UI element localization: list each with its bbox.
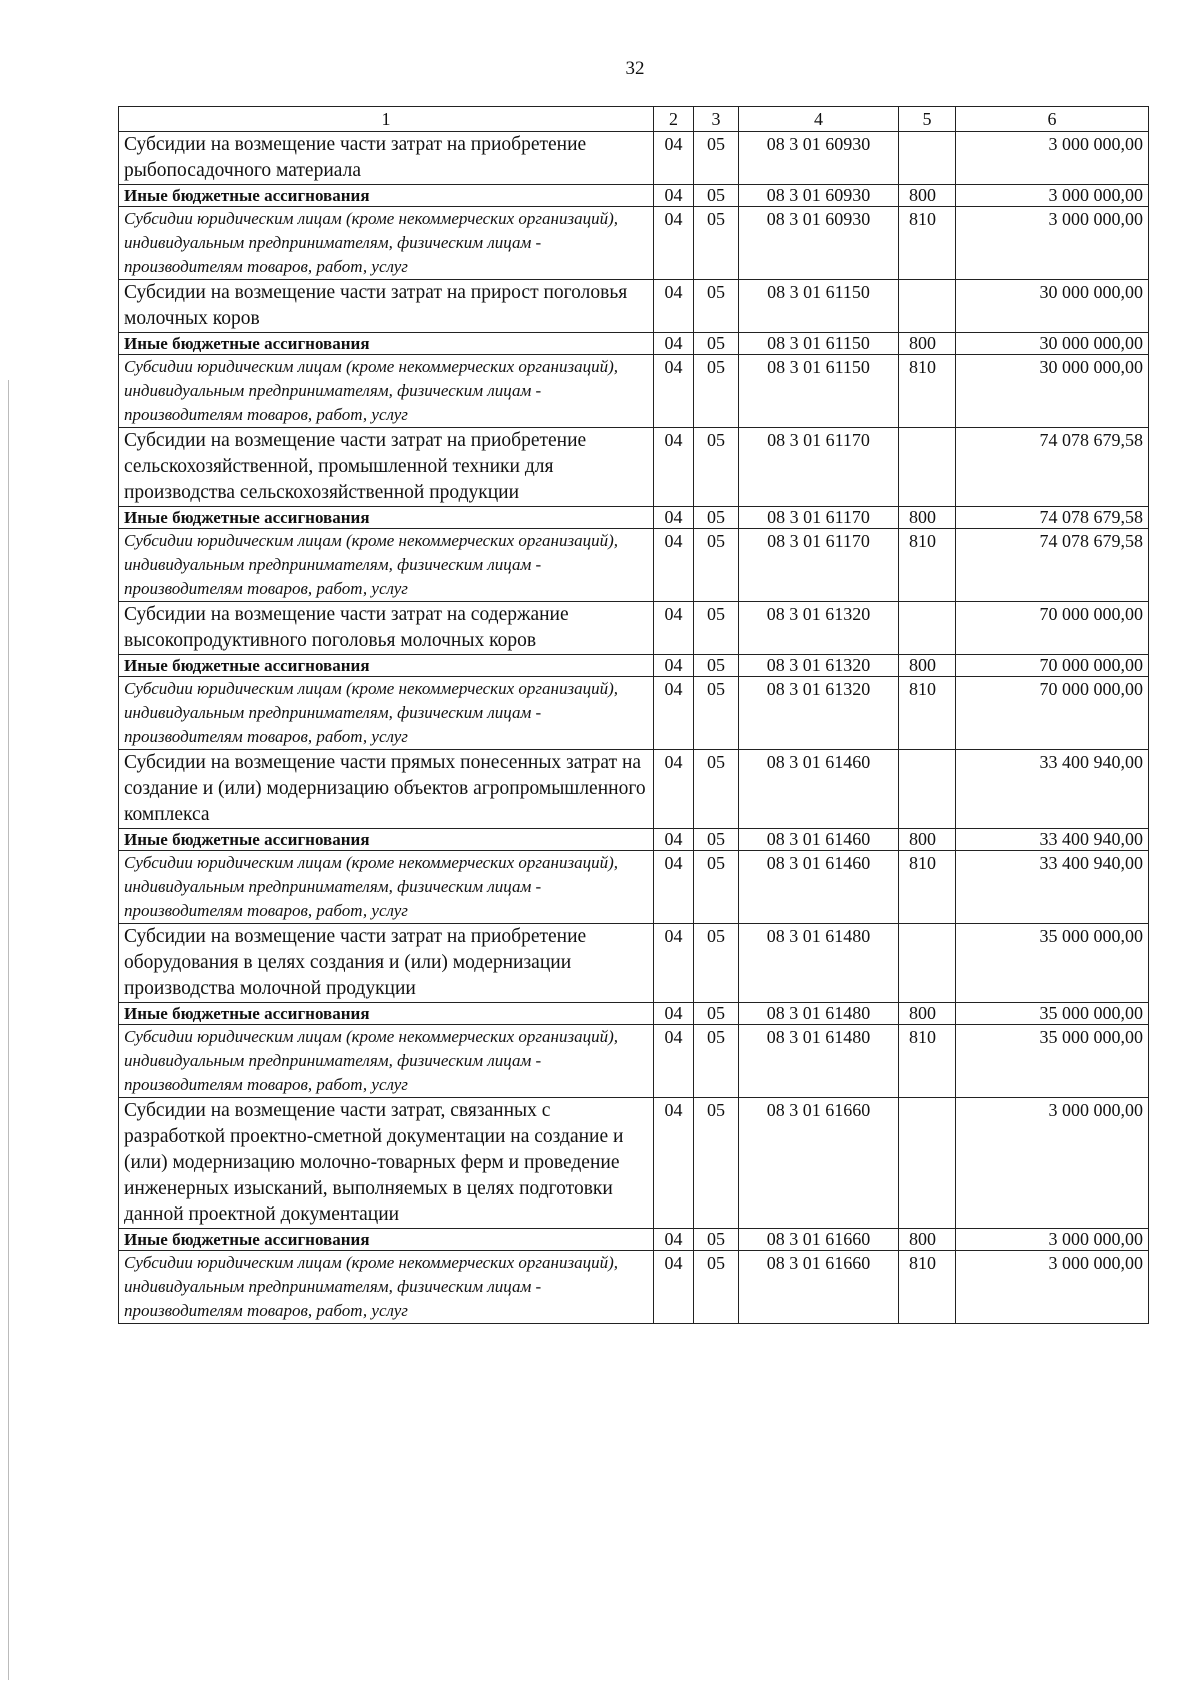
table-row [119,132,1149,185]
row-target-article-cell: 08 3 01 61170 [739,428,899,507]
row-name-cell: Субсидии юридическим лицам (кроме некоммерческих организаций), индивидуальным предпринимателям, физическим лицам - производителям товаров, работ, услуг [119,677,654,750]
table-row [119,829,1149,851]
row-expense-type-cell: 810 [899,355,956,428]
row-name-cell: Субсидии юридическим лицам (кроме некоммерческих организаций), индивидуальным предпринимателям, физическим лицам - производителям товаров, работ, услуг [119,355,654,428]
row-name-cell: Иные бюджетные ассигнования [119,655,654,677]
row-target-article-cell: 08 3 01 61170 [739,507,899,529]
row-section-cell: 04 [654,1229,694,1251]
row-target-article-cell: 08 3 01 61150 [739,333,899,355]
row-expense-type-cell [899,750,956,829]
row-target-article-cell: 08 3 01 61150 [739,280,899,333]
row-amount-cell: 70 000 000,00 [956,677,1149,750]
row-name-cell: Субсидии на возмещение части затрат на прирост поголовья молочных коров [119,280,654,333]
row-target-article-cell: 08 3 01 60930 [739,207,899,280]
row-subsection-cell: 05 [694,132,739,185]
row-name-cell: Субсидии юридическим лицам (кроме некоммерческих организаций), индивидуальным предпринимателям, физическим лицам - производителям товаров, работ, услуг [119,1251,654,1324]
row-section-cell: 04 [654,1003,694,1025]
row-expense-type-cell: 810 [899,1251,956,1324]
row-subsection-cell: 05 [694,333,739,355]
row-section-cell: 04 [654,829,694,851]
row-expense-type-cell [899,280,956,333]
row-section-cell: 04 [654,750,694,829]
table-row [119,507,1149,529]
row-section-cell: 04 [654,280,694,333]
page-number: 32 [625,58,645,79]
row-amount-cell: 30 000 000,00 [956,333,1149,355]
row-section-cell: 04 [654,355,694,428]
table-row [119,280,1149,333]
row-target-article-cell: 08 3 01 61480 [739,1025,899,1098]
row-amount-cell: 35 000 000,00 [956,1025,1149,1098]
row-target-article-cell: 08 3 01 60930 [739,132,899,185]
row-section-cell: 04 [654,851,694,924]
row-name-cell: Субсидии на возмещение части прямых понесенных затрат на создание и (или) модернизацию объектов агропромышленного комплекса [119,750,654,829]
row-amount-cell: 33 400 940,00 [956,851,1149,924]
row-section-cell: 04 [654,185,694,207]
table-row [119,655,1149,677]
row-name-cell: Субсидии юридическим лицам (кроме некоммерческих организаций), индивидуальным предпринимателям, физическим лицам - производителям товаров, работ, услуг [119,207,654,280]
row-subsection-cell: 05 [694,428,739,507]
row-expense-type-cell: 800 [899,1229,956,1251]
row-section-cell: 04 [654,132,694,185]
row-section-cell: 04 [654,655,694,677]
row-amount-cell: 70 000 000,00 [956,602,1149,655]
row-target-article-cell: 08 3 01 61320 [739,677,899,750]
row-target-article-cell: 08 3 01 60930 [739,185,899,207]
row-expense-type-cell: 800 [899,829,956,851]
row-subsection-cell: 05 [694,280,739,333]
row-subsection-cell: 05 [694,1229,739,1251]
table-row [119,1025,1149,1098]
budget-table [118,106,1149,1324]
row-name-cell: Субсидии на возмещение части затрат на приобретение сельскохозяйственной, промышленной техники для производства сельскохозяйственной продукции [119,428,654,507]
row-amount-cell: 33 400 940,00 [956,750,1149,829]
row-amount-cell: 74 078 679,58 [956,507,1149,529]
row-name-cell: Иные бюджетные ассигнования [119,1003,654,1025]
table-row [119,1098,1149,1229]
row-section-cell: 04 [654,602,694,655]
table-row [119,185,1149,207]
row-name-cell: Субсидии на возмещение части затрат на приобретение рыбопосадочного материала [119,132,654,185]
row-subsection-cell: 05 [694,851,739,924]
row-subsection-cell: 05 [694,750,739,829]
row-target-article-cell: 08 3 01 61320 [739,655,899,677]
row-name-cell: Субсидии на возмещение части затрат, связанных с разработкой проектно-сметной документации на создание и (или) модернизацию молочно-товарных ферм и проведение инженерных изысканий, выполняемых в целях подготовки данной проектной документации [119,1098,654,1229]
row-subsection-cell: 05 [694,185,739,207]
row-name-cell: Субсидии на возмещение части затрат на содержание высокопродуктивного поголовья молочных коров [119,602,654,655]
row-name-cell: Иные бюджетные ассигнования [119,185,654,207]
row-subsection-cell: 05 [694,677,739,750]
row-subsection-cell: 05 [694,655,739,677]
row-amount-cell: 3 000 000,00 [956,1229,1149,1251]
table-row [119,1251,1149,1324]
row-amount-cell: 74 078 679,58 [956,428,1149,507]
row-name-cell: Субсидии на возмещение части затрат на приобретение оборудования в целях создания и (или) модернизации производства молочной продукции [119,924,654,1003]
row-subsection-cell: 05 [694,529,739,602]
row-amount-cell: 3 000 000,00 [956,1098,1149,1229]
table-row [119,602,1149,655]
row-name-cell: Иные бюджетные ассигнования [119,829,654,851]
table-row [119,750,1149,829]
table-row [119,677,1149,750]
row-name-cell: Субсидии юридическим лицам (кроме некоммерческих организаций), индивидуальным предпринимателям, физическим лицам - производителям товаров, работ, услуг [119,529,654,602]
row-expense-type-cell: 800 [899,185,956,207]
header-cell-1: 1 [119,107,654,132]
header-cell-2: 2 [654,107,694,132]
row-expense-type-cell: 810 [899,529,956,602]
row-expense-type-cell: 810 [899,677,956,750]
table-row [119,1003,1149,1025]
row-expense-type-cell: 800 [899,655,956,677]
row-amount-cell: 35 000 000,00 [956,1003,1149,1025]
row-name-cell: Субсидии юридическим лицам (кроме некоммерческих организаций), индивидуальным предпринимателям, физическим лицам - производителям товаров, работ, услуг [119,1025,654,1098]
row-expense-type-cell [899,132,956,185]
table-row [119,924,1149,1003]
row-section-cell: 04 [654,1025,694,1098]
row-amount-cell: 3 000 000,00 [956,132,1149,185]
row-subsection-cell: 05 [694,1251,739,1324]
row-section-cell: 04 [654,207,694,280]
row-amount-cell: 33 400 940,00 [956,829,1149,851]
table-row [119,207,1149,280]
row-expense-type-cell [899,1098,956,1229]
row-expense-type-cell [899,924,956,1003]
row-subsection-cell: 05 [694,829,739,851]
row-target-article-cell: 08 3 01 61660 [739,1251,899,1324]
row-section-cell: 04 [654,677,694,750]
row-section-cell: 04 [654,507,694,529]
row-amount-cell: 30 000 000,00 [956,280,1149,333]
row-expense-type-cell: 800 [899,333,956,355]
row-section-cell: 04 [654,1251,694,1324]
scan-edge-line [8,380,9,1680]
row-amount-cell: 35 000 000,00 [956,924,1149,1003]
row-subsection-cell: 05 [694,207,739,280]
row-target-article-cell: 08 3 01 61660 [739,1098,899,1229]
row-name-cell: Иные бюджетные ассигнования [119,1229,654,1251]
row-subsection-cell: 05 [694,602,739,655]
row-target-article-cell: 08 3 01 61170 [739,529,899,602]
row-expense-type-cell: 800 [899,1003,956,1025]
table-row [119,428,1149,507]
row-amount-cell: 30 000 000,00 [956,355,1149,428]
row-amount-cell: 3 000 000,00 [956,185,1149,207]
row-section-cell: 04 [654,333,694,355]
row-expense-type-cell: 810 [899,851,956,924]
row-expense-type-cell: 800 [899,507,956,529]
row-name-cell: Иные бюджетные ассигнования [119,333,654,355]
header-cell-4: 4 [739,107,899,132]
budget-table-body [119,107,1149,1324]
row-target-article-cell: 08 3 01 61460 [739,829,899,851]
table-row [119,355,1149,428]
row-amount-cell: 70 000 000,00 [956,655,1149,677]
header-cell-3: 3 [694,107,739,132]
row-subsection-cell: 05 [694,1098,739,1229]
row-section-cell: 04 [654,529,694,602]
row-subsection-cell: 05 [694,1025,739,1098]
row-name-cell: Субсидии юридическим лицам (кроме некоммерческих организаций), индивидуальным предпринимателям, физическим лицам - производителям товаров, работ, услуг [119,851,654,924]
table-header-row [119,107,1149,132]
row-expense-type-cell [899,428,956,507]
header-cell-6: 6 [956,107,1149,132]
row-expense-type-cell [899,602,956,655]
row-subsection-cell: 05 [694,1003,739,1025]
row-target-article-cell: 08 3 01 61480 [739,1003,899,1025]
row-target-article-cell: 08 3 01 61320 [739,602,899,655]
row-subsection-cell: 05 [694,355,739,428]
row-target-article-cell: 08 3 01 61150 [739,355,899,428]
row-name-cell: Иные бюджетные ассигнования [119,507,654,529]
row-subsection-cell: 05 [694,507,739,529]
header-cell-5: 5 [899,107,956,132]
table-row [119,529,1149,602]
row-expense-type-cell: 810 [899,1025,956,1098]
row-amount-cell: 3 000 000,00 [956,207,1149,280]
table-row [119,851,1149,924]
row-target-article-cell: 08 3 01 61660 [739,1229,899,1251]
table-row [119,1229,1149,1251]
row-section-cell: 04 [654,924,694,1003]
row-subsection-cell: 05 [694,924,739,1003]
row-amount-cell: 74 078 679,58 [956,529,1149,602]
row-section-cell: 04 [654,428,694,507]
row-target-article-cell: 08 3 01 61460 [739,851,899,924]
row-amount-cell: 3 000 000,00 [956,1251,1149,1324]
row-target-article-cell: 08 3 01 61460 [739,750,899,829]
row-section-cell: 04 [654,1098,694,1229]
row-target-article-cell: 08 3 01 61480 [739,924,899,1003]
table-row [119,333,1149,355]
row-expense-type-cell: 810 [899,207,956,280]
